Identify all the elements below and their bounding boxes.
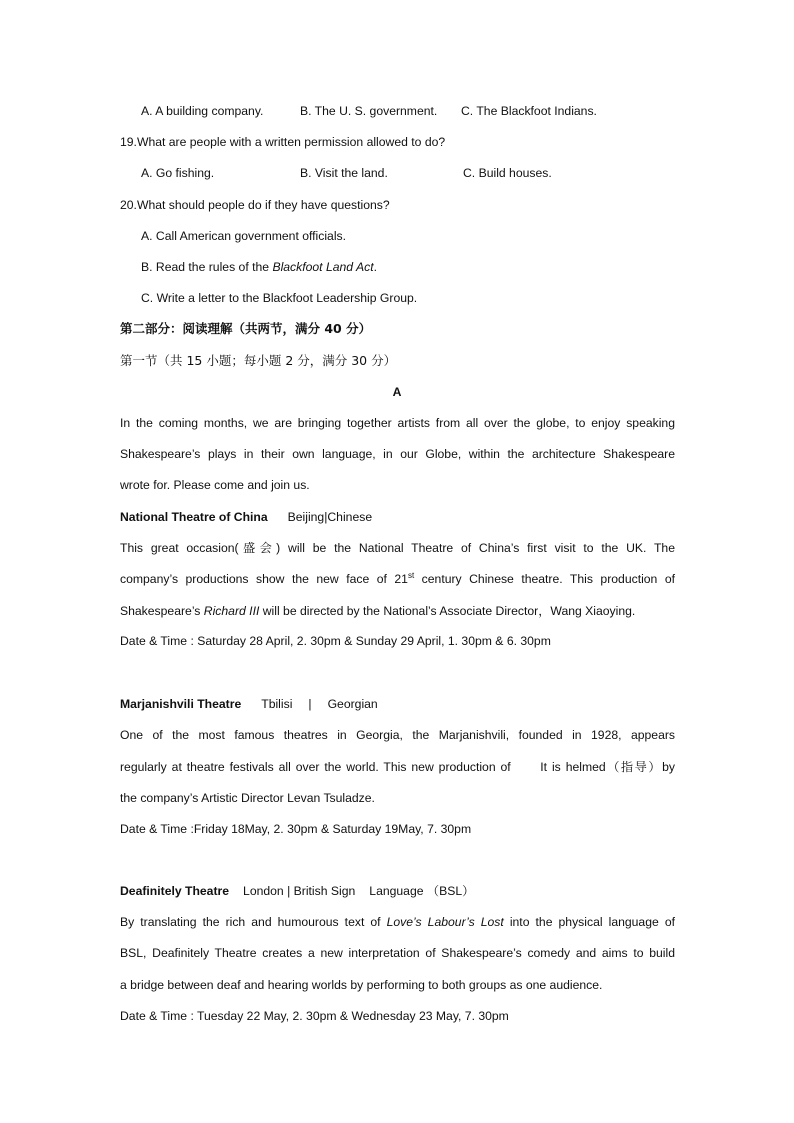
theatre2-line-3: the company’s Artistic Director Levan Tsuladze.: [120, 791, 375, 805]
theatre2-name: Marjanishvili Theatre: [120, 697, 242, 711]
theatre1-line-3: [120, 603, 635, 619]
q18-option-c: C. The Blackfoot Indians.: [461, 104, 597, 118]
theatre3-line-1: [120, 914, 675, 930]
theatre3-heading: [120, 883, 474, 899]
theatre2-line-2: regularly at theatre festivals all over the world. This new production of It is helmed（指导）by: [120, 760, 675, 774]
theatre3-line-3: a bridge between deaf and hearing worlds by performing to both groups as one audience.: [120, 978, 603, 992]
intro-line-3: wrote for. Please come and join us.: [120, 478, 310, 492]
q20-option-b-title: Blackfoot Land Act: [272, 260, 374, 274]
theatre1-name: National Theatre of China: [120, 510, 268, 524]
theatre3-lang: Language （BSL）: [369, 884, 475, 898]
theatre1-line-1: This great occasion(盛会) will be the National Theatre of China’s first visit to the UK. The: [120, 541, 675, 555]
q19-option-a: A. Go fishing.: [141, 166, 215, 180]
theatre1-datetime: Date & Time : Saturday 28 April, 2. 30pm & Sunday 29 April, 1. 30pm & 6. 30pm: [120, 634, 551, 648]
theatre1-line-3b: will be directed by the National’s Associate Director，Wang Xiaoying.: [259, 604, 636, 618]
theatre3-play-title: Love’s Labour’s Lost: [386, 915, 504, 929]
theatre1-line-2: [120, 571, 675, 587]
theatre3-line-1b: into the physical language of: [503, 915, 675, 929]
q20-option-a: A. Call American government officials.: [141, 229, 347, 243]
theatre1-line-2a: company’s productions show the new face of 21: [120, 572, 408, 586]
q20-option-b: [141, 259, 377, 275]
intro-line-2: Shakespeare’s plays in their own language, in our Globe, within the architecture Shakespeare: [120, 447, 675, 461]
theatre2-place: Tbilisi: [261, 697, 293, 711]
theatre3-datetime: Date & Time : Tuesday 22 May, 2. 30pm & Wednesday 23 May, 7. 30pm: [120, 1009, 509, 1023]
theatre1-heading: [120, 509, 372, 525]
q19-question: 19.What are people with a written permission allowed to do?: [120, 135, 446, 149]
theatre1-place: Beijing|Chinese: [287, 510, 373, 524]
theatre2-line-1: One of the most famous theatres in Georgia, the Marjanishvili, founded in 1928, appears: [120, 728, 675, 742]
part2-heading: 第二部分：阅读理解（共两节，满分 40 分）: [120, 321, 372, 336]
q18-option-a: A. A building company.: [141, 104, 264, 118]
q20-option-b-suffix: .: [373, 260, 377, 274]
theatre3-place: London | British Sign: [243, 884, 356, 898]
theatre2-datetime: Date & Time :Friday 18May, 2. 30pm & Saturday 19May, 7. 30pm: [120, 822, 472, 836]
theatre2-sep: |: [308, 697, 312, 711]
theatre3-line-2: BSL, Deafinitely Theatre creates a new interpretation of Shakespeare’s comedy and aims to build: [120, 946, 675, 960]
q19-option-b: B. Visit the land.: [300, 166, 388, 180]
q20-option-c: C. Write a letter to the Blackfoot Leadership Group.: [141, 291, 418, 305]
q20-question: 20.What should people do if they have questions?: [120, 198, 390, 212]
theatre3-name: Deafinitely Theatre: [120, 884, 230, 898]
intro-line-1: In the coming months, we are bringing together artists from all over the globe, to enjoy speaking: [120, 416, 675, 430]
theatre1-play-title: Richard III: [203, 604, 260, 618]
theatre1-line-2b: century Chinese theatre. This production of: [414, 572, 675, 586]
q19-option-c: C. Build houses.: [463, 166, 552, 180]
theatre1-line-3a: Shakespeare’s: [120, 604, 204, 618]
q18-option-b: B. The U. S. government.: [300, 104, 438, 118]
theatre2-heading: [120, 696, 378, 712]
theatre1-sup: st: [407, 571, 415, 580]
passage-label: A: [392, 385, 402, 399]
q20-option-b-prefix: B. Read the rules of the: [141, 260, 273, 274]
theatre2-lang: Georgian: [327, 697, 378, 711]
section1-heading: 第一节（共 15 小题；每小题 2 分，满分 30 分）: [120, 353, 397, 368]
theatre3-line-1a: By translating the rich and humourous text of: [120, 915, 387, 929]
